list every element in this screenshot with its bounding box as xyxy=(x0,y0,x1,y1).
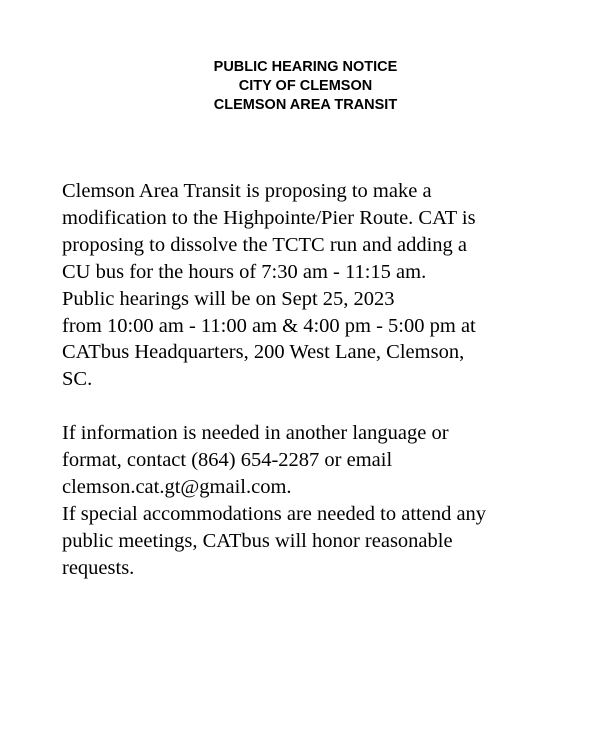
proposal-line: modification to the Highpointe/Pier Route. CAT is xyxy=(62,206,476,229)
accommodations-line: If special accommodations are needed to attend any xyxy=(62,502,487,525)
header-agency: CLEMSON AREA TRANSIT xyxy=(213,97,398,113)
proposal-paragraph xyxy=(62,178,602,393)
header-title: PUBLIC HEARING NOTICE xyxy=(213,59,398,75)
proposal-line: proposing to dissolve the TCTC run and adding a xyxy=(62,233,468,256)
hearing-location-line: SC. xyxy=(62,368,93,391)
hearing-location-line: CATbus Headquarters, 200 West Lane, Clemson, xyxy=(62,341,465,364)
notice-header xyxy=(0,58,611,115)
contact-paragraph xyxy=(62,420,602,581)
accommodations-line: public meetings, CATbus will honor reasonable xyxy=(62,529,453,552)
accommodations-line: requests. xyxy=(62,556,135,579)
hearing-time-line: from 10:00 am - 11:00 am & 4:00 pm - 5:00 pm at xyxy=(62,314,476,337)
contact-line: If information is needed in another language or xyxy=(62,422,449,445)
contact-email-line: clemson.cat.gt@gmail.com. xyxy=(62,475,292,498)
contact-phone-line: format, contact (864) 654-2287 or email xyxy=(62,449,393,472)
paragraph-gap xyxy=(62,393,602,420)
proposal-line: Clemson Area Transit is proposing to make a xyxy=(62,180,432,202)
notice-body xyxy=(62,178,602,582)
proposal-line: CU bus for the hours of 7:30 am - 11:15 am. xyxy=(62,260,427,283)
header-city: CITY OF CLEMSON xyxy=(238,78,373,94)
hearing-date-line: Public hearings will be on Sept 25, 2023 xyxy=(62,287,395,310)
